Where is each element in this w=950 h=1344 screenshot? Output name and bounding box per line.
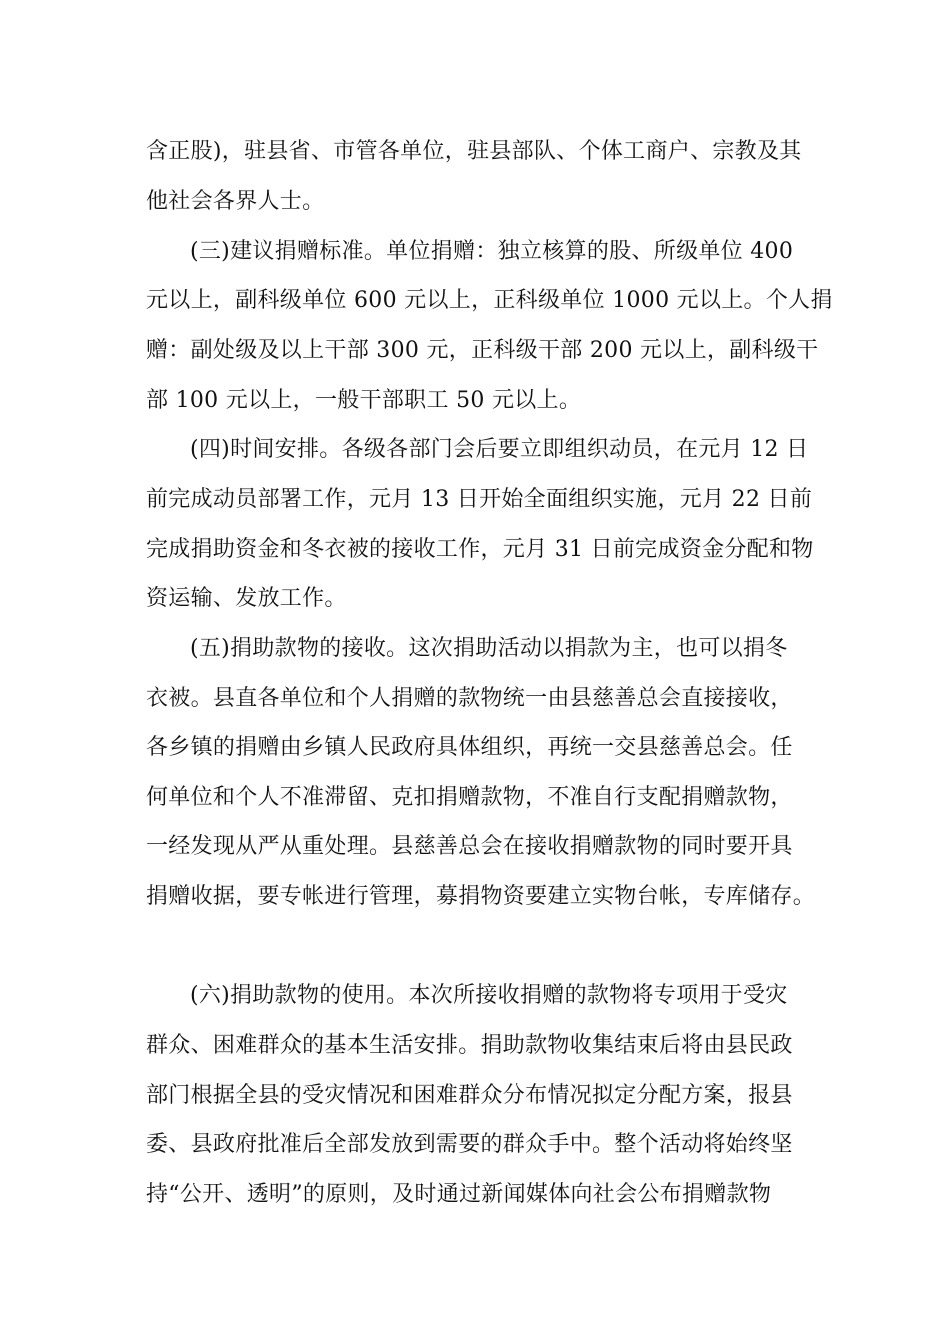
text-line: 赠：副处级及以上干部 300 元，正科级干部 200 元以上，副科级干 — [146, 338, 819, 363]
paragraph-first-line: (三)建议捐赠标准。单位捐赠：独立核算的股、所级单位 400 — [190, 239, 794, 264]
text-line: 持“公开、透明”的原则，及时通过新闻媒体向社会公布捐赠款物 — [146, 1182, 772, 1207]
text-line: 元以上，副科级单位 600 元以上，正科级单位 1000 元以上。个人捐 — [146, 288, 833, 313]
text-line: 资运输、发放工作。 — [146, 586, 347, 611]
text-line: 部门根据全县的受灾情况和困难群众分布情况拟定分配方案，报县 — [146, 1083, 793, 1108]
text-line: 衣被。县直各单位和个人捐赠的款物统一由县慈善总会直接接收， — [146, 686, 793, 711]
text-line: 委、县政府批准后全部发放到需要的群众手中。整个活动将始终坚 — [146, 1132, 793, 1157]
paragraph-first-line: (六)捐助款物的使用。本次所接收捐赠的款物将专项用于受灾 — [190, 983, 788, 1008]
text-line: 捐赠收据，要专帐进行管理，募捐物资要建立实物台帐，专库储存。 — [146, 884, 816, 909]
text-line: 群众、困难群众的基本生活安排。捐助款物收集结束后将由县民政 — [146, 1033, 793, 1058]
text-line: 前完成动员部署工作，元月 13 日开始全面组织实施，元月 22 日前 — [146, 487, 813, 512]
paragraph-first-line: (五)捐助款物的接收。这次捐助活动以捐款为主，也可以捐冬 — [190, 636, 788, 661]
text-line: 完成捐助资金和冬衣被的接收工作，元月 31 日前完成资金分配和物 — [146, 537, 814, 562]
text-line: 含正股)，驻县省、市管各单位，驻县部队、个体工商户、宗教及其 — [146, 139, 802, 164]
text-line: 他社会各界人士。 — [146, 189, 325, 214]
text-line: 何单位和个人不准滞留、克扣捐赠款物，不准自行支配捐赠款物， — [146, 785, 793, 810]
text-line: 各乡镇的捐赠由乡镇人民政府具体组织，再统一交县慈善总会。任 — [146, 735, 793, 760]
paragraph-first-line: (四)时间安排。各级各部门会后要立即组织动员，在元月 12 日 — [190, 437, 809, 462]
text-line: 部 100 元以上，一般干部职工 50 元以上。 — [146, 388, 582, 413]
text-line: 一经发现从严从重处理。县慈善总会在接收捐赠款物的同时要开具 — [146, 834, 793, 859]
